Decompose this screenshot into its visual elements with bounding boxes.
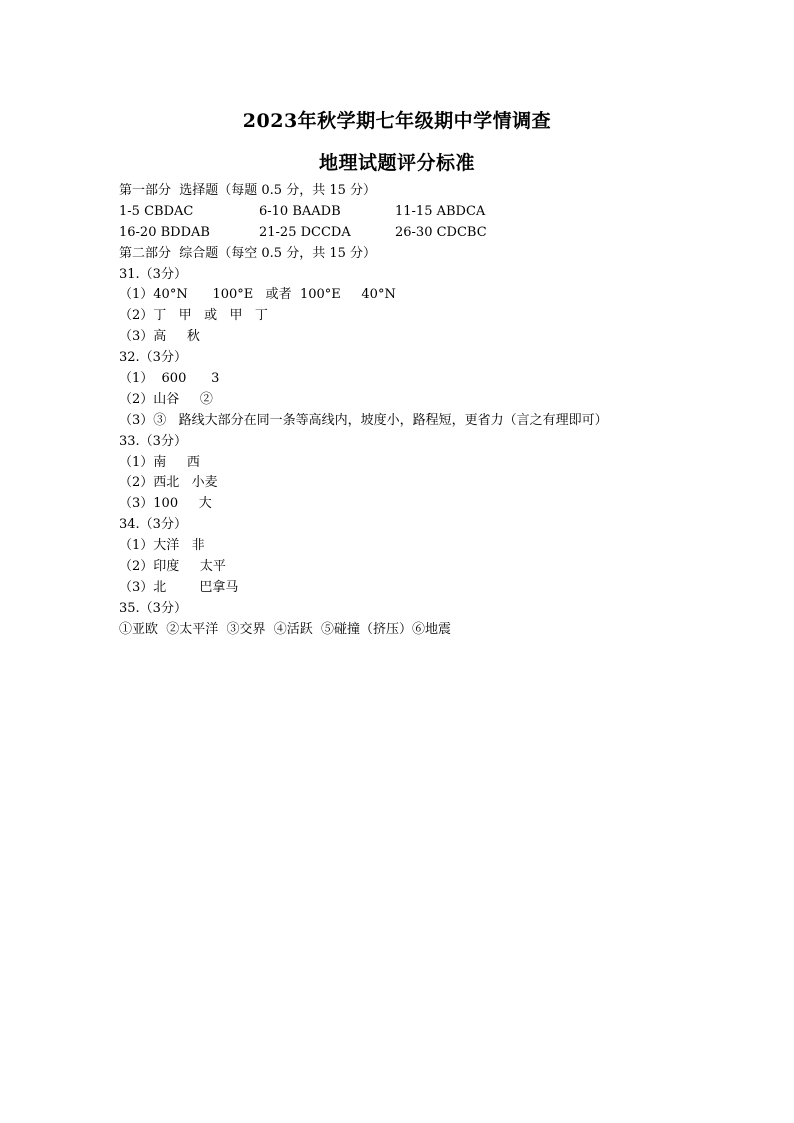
answer-content [119,181,759,641]
choice-answer: 6-10 BAADB [259,203,341,219]
question-33-label: 33.（3分） [119,433,187,449]
answer-line: （1）大洋 非 [119,538,205,554]
question-31-label: 31.（3分） [119,266,187,282]
answer-line: （3）北 巴拿马 [119,579,239,595]
question-32-label: 32.（3分） [119,350,187,366]
answer-line: （1） 600 3 [119,371,220,387]
answer-line: ①亚欧 ②太平洋 ③交界 ④活跃 ⑤碰撞（挤压）⑥地震 [119,621,452,637]
answer-line: （2）西北 小麦 [119,475,218,491]
choice-answers-row [119,202,759,223]
choice-answer: 11-15 ABDCA [395,203,486,219]
answer-line: （3）③ 路线大部分在同一条等高线内，坡度小，路程短，更省力（言之有理即可） [119,412,608,428]
choice-answers-row [119,223,759,244]
answer-line: （2）山谷 ② [119,391,213,407]
choice-answer: 1-5 CBDAC [119,203,194,219]
document-title: 2023年秋学期七年级期中学情调查 [242,110,552,132]
choice-answer: 21-25 DCCDA [259,224,351,240]
part2-heading: 第二部分 综合题（每空 0.5 分，共 15 分） [119,245,377,261]
answer-line: （1）南 西 [119,454,200,470]
answer-line: （2）印度 太平 [119,559,226,575]
answer-line: （3）高 秋 [119,329,200,345]
answer-line: （2）丁 甲 或 甲 丁 [119,308,268,324]
answer-line: （1）40°N 100°E 或者 100°E 40°N [119,287,396,303]
choice-answer: 16-20 BDDAB [119,224,210,240]
document-subtitle: 地理试题评分标准 [318,152,475,174]
answer-line: （3）100 大 [119,496,212,512]
part1-heading: 第一部分 选择题（每题 0.5 分，共 15 分） [119,183,377,198]
question-35-label: 35.（3分） [119,600,187,616]
question-34-label: 34.（3分） [119,517,187,533]
choice-answer: 26-30 CDCBC [395,224,487,240]
